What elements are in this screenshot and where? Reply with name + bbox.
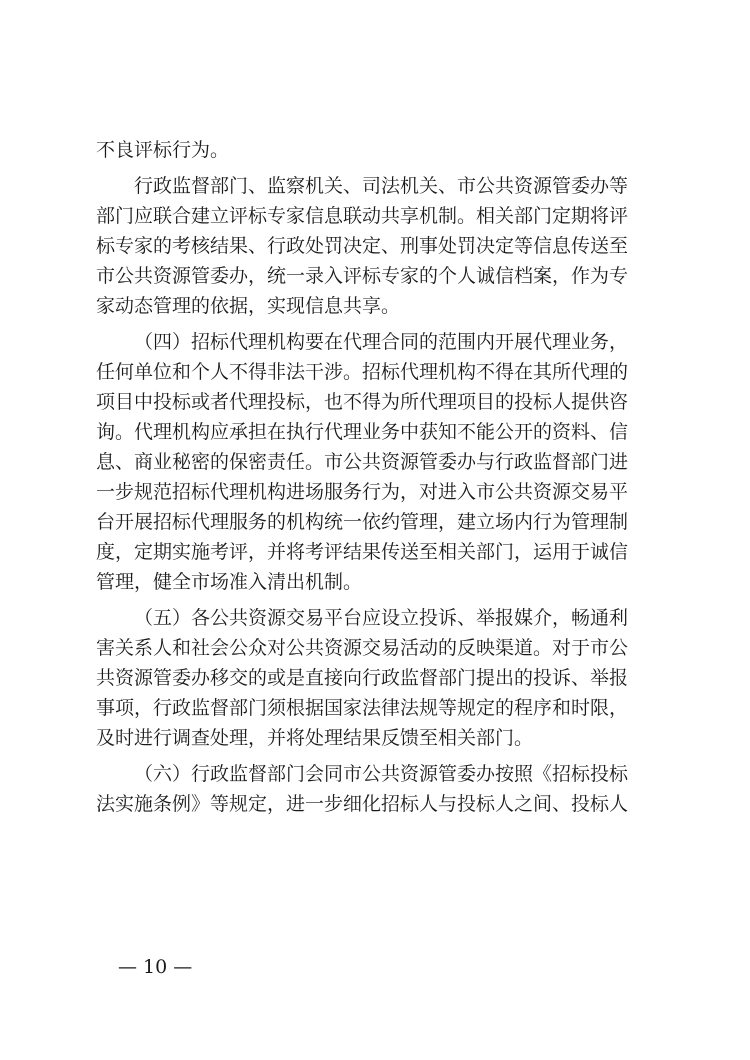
text-line: 一步规范招标代理机构进场服务行为，对进入市公共资源交易平	[96, 481, 629, 503]
document-body	[96, 135, 656, 819]
text-line: 任何单位和个人不得非法干涉。招标代理机构不得在其所代理的	[96, 361, 629, 383]
text-line: 共资源管委办移交的或是直接向行政监督部门提出的投诉、举报	[96, 667, 629, 689]
text-line: 及时进行调查处理，并将处理结果反馈至相关部门。	[96, 727, 534, 749]
text-line: 法实施条例》等规定，进一步细化招标人与投标人之间、投标人	[96, 793, 629, 815]
text-line: 度，定期实施考评，并将考评结果传送至相关部门，运用于诚信	[96, 541, 629, 563]
text-line: （五）各公共资源交易平台应设立投诉、举报媒介，畅通利	[134, 607, 629, 629]
text-line: 事项，行政监督部门须根据国家法律法规等规定的程序和时限，	[96, 697, 629, 719]
page-number: — 10 —	[118, 956, 193, 978]
text-line: 行政监督部门、监察机关、司法机关、市公共资源管委办等	[134, 175, 629, 197]
text-line: 管理，健全市场准入清出机制。	[96, 571, 363, 593]
text-line: 台开展招标代理服务的机构统一依约管理，建立场内行为管理制	[96, 511, 629, 533]
text-line: 项目中投标或者代理投标，也不得为所代理项目的投标人提供咨	[96, 391, 629, 413]
text-line: 家动态管理的依据，实现信息共享。	[96, 295, 401, 317]
text-line: （四）招标代理机构要在代理合同的范围内开展代理业务，	[134, 331, 629, 353]
text-line: 市公共资源管委办，统一录入评标专家的个人诚信档案，作为专	[96, 265, 629, 287]
text-line: 标专家的考核结果、行政处罚决定、刑事处罚决定等信息传送至	[96, 235, 629, 257]
text-line: 部门应联合建立评标专家信息联动共享机制。相关部门定期将评	[96, 205, 629, 227]
text-line: 不良评标行为。	[96, 139, 230, 161]
text-line: （六）行政监督部门会同市公共资源管委办按照《招标投标	[134, 763, 629, 785]
text-line: 息、商业秘密的保密责任。市公共资源管委办与行政监督部门进	[96, 451, 629, 473]
text-line: 害关系人和社会公众对公共资源交易活动的反映渠道。对于市公	[96, 637, 629, 659]
text-line: 询。代理机构应承担在执行代理业务中获知不能公开的资料、信	[96, 421, 629, 443]
